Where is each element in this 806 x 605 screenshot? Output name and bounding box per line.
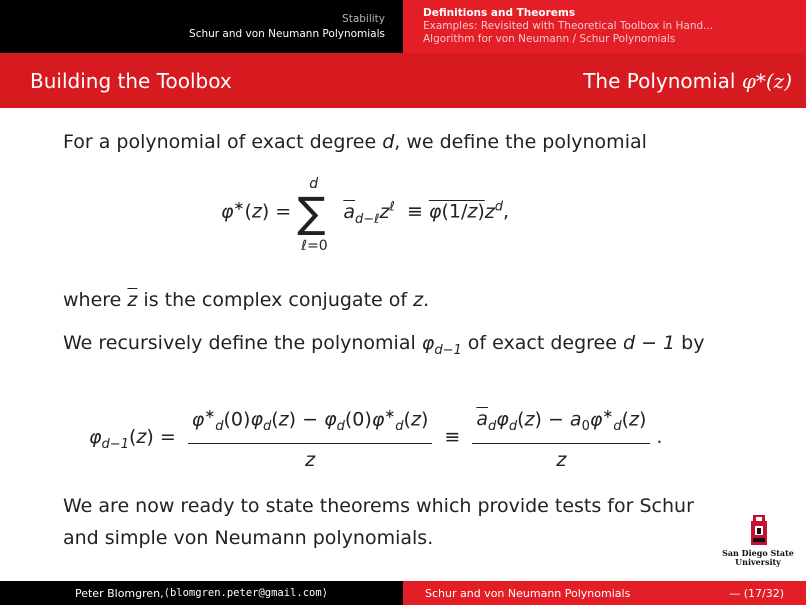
text-run: . <box>423 289 430 311</box>
subsection-navigation <box>403 0 806 53</box>
nav-item-algorithm[interactable]: Algorithm for von Neumann / Schur Polynomials <box>423 33 676 45</box>
text-run: We recursively define the polynomial <box>63 332 422 354</box>
fraction-left: $\frac{\varphi^∗_d(0)\varphi_d(z) - \varphi_d(0)\varphi^∗_d(z)}{z}$ <box>188 402 433 473</box>
author-email: ⟨blomgren.peter@gmail.com⟩ <box>163 587 329 599</box>
summation-symbol: d ∑ ℓ=0 <box>297 176 328 254</box>
text-run: , we define the polynomial <box>394 131 647 153</box>
text-run: where <box>63 289 128 311</box>
math-subscript: d−1 <box>434 342 462 358</box>
equation-phi-star: φ∗(z) = d ∑ ℓ=0 $\overline{a}_{d-\ell}z^\ell \equiv \varphi(1/z)z^d$, <box>221 176 510 254</box>
paragraph-conjugate <box>63 288 429 313</box>
text-run: For a polynomial of exact degree <box>63 131 383 153</box>
nav-item-definitions[interactable]: Definitions and Theorems <box>423 7 576 19</box>
math-var: z <box>413 289 424 311</box>
frame-title: Building the Toolbox <box>30 68 232 93</box>
paragraph-conclusion-line2: and simple von Neumann polynomials. <box>63 527 434 549</box>
section-link[interactable]: Stability <box>342 12 385 25</box>
section-navigation <box>0 0 403 53</box>
footer-title <box>403 581 806 605</box>
math-var: $\overline{z}$ <box>127 289 138 311</box>
top-navigation <box>0 0 806 53</box>
text-run: of exact degree <box>461 332 623 354</box>
frame-subtitle-text: The Polynomial <box>583 68 742 93</box>
footer-bar <box>0 581 806 605</box>
footer-author <box>0 581 403 605</box>
math-var: d − 1 <box>622 332 676 354</box>
equation-recursion: $\varphi_{d-1}(z)$ = $\frac{\varphi^∗_d(0)\varphi_d(z) - \varphi_d(0)\varphi^∗_d(z)}{z}$ ≡ $\frac{\overline{a}_d\varphi_d(z) - a_0\varphi^∗_d(z)}{z}$ . <box>89 402 662 473</box>
page-number: — (17/32) <box>729 586 784 600</box>
frame-subtitle <box>583 69 792 93</box>
presentation-title: Schur and von Neumann Polynomials <box>425 586 631 600</box>
subsection-link[interactable]: Schur and von Neumann Polynomials <box>189 27 385 40</box>
text-run: by <box>675 332 705 354</box>
paragraph-conclusion-line1: We are now ready to state theorems which provide tests for Schur <box>63 495 694 517</box>
math-var: φ <box>421 332 435 354</box>
fraction-right: $\frac{\overline{a}_d\varphi_d(z) - a_0\varphi^∗_d(z)}{z}$ <box>472 402 650 473</box>
text-run: is the complex conjugate of <box>137 289 414 311</box>
logo-lettering <box>718 549 798 567</box>
tower-icon <box>748 515 770 545</box>
paragraph-recursive <box>63 331 704 363</box>
paragraph-definition <box>63 130 647 155</box>
logo-line: San Diego State <box>722 548 794 558</box>
university-logo <box>718 515 798 571</box>
nav-item-examples[interactable]: Examples: Revisited with Theoretical Toolbox in Hand... <box>423 20 714 32</box>
frame-title-bar <box>0 53 806 108</box>
logo-line: University <box>735 557 781 567</box>
math-var: d <box>382 131 395 153</box>
frame-subtitle-math: φ*(z) <box>741 68 792 93</box>
author-name: Peter Blomgren, <box>74 586 164 600</box>
